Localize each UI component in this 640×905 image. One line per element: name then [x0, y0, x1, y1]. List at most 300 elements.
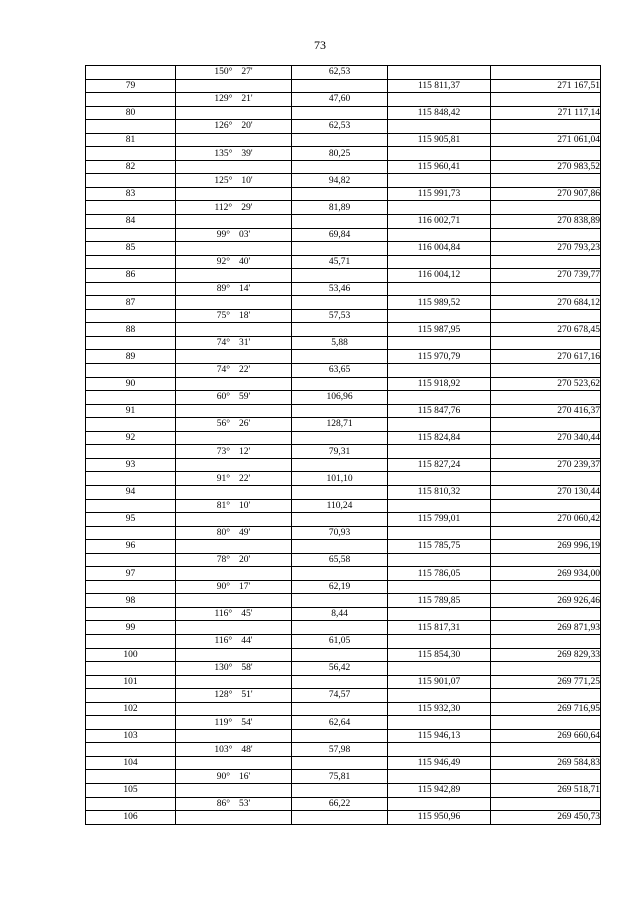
direction-angle-cell: [176, 269, 292, 283]
x-coordinate-cell: 115 799,01: [388, 513, 491, 527]
point-number-cell: [86, 255, 176, 269]
y-coordinate-cell: [491, 201, 601, 215]
length-cell: 5,88: [292, 336, 388, 350]
point-number-cell: [86, 526, 176, 540]
segment-row: [86, 526, 601, 540]
direction-angle-cell: [176, 499, 292, 513]
y-coordinate-cell: 269 926,46: [491, 594, 601, 608]
point-number-cell: 94: [86, 485, 176, 499]
direction-angle-cell: [176, 160, 292, 174]
point-number-cell: [86, 364, 176, 378]
segment-row: [86, 336, 601, 350]
point-row: [86, 269, 601, 283]
x-coordinate-cell: [388, 255, 491, 269]
direction-angle-cell: [176, 282, 292, 296]
point-number-cell: 100: [86, 648, 176, 662]
angle-minutes: 14': [239, 284, 251, 295]
angle-minutes: 21': [241, 94, 253, 105]
angle-degrees: 150°: [214, 67, 233, 78]
direction-angle-cell: [176, 607, 292, 621]
length-cell: [292, 756, 388, 770]
x-coordinate-cell: [388, 770, 491, 784]
x-coordinate-cell: [388, 607, 491, 621]
angle-minutes: 58': [241, 663, 253, 674]
length-cell: [292, 540, 388, 554]
point-number-cell: [86, 66, 176, 80]
point-row: [86, 675, 601, 689]
y-coordinate-cell: 270 678,45: [491, 323, 601, 337]
x-coordinate-cell: 115 932,30: [388, 702, 491, 716]
point-number-cell: [86, 580, 176, 594]
length-cell: [292, 187, 388, 201]
x-coordinate-cell: 115 901,07: [388, 675, 491, 689]
segment-row: [86, 255, 601, 269]
point-number-cell: 88: [86, 323, 176, 337]
x-coordinate-cell: [388, 147, 491, 161]
x-coordinate-cell: 116 004,84: [388, 242, 491, 256]
direction-angle-cell: [176, 783, 292, 797]
point-number-cell: 105: [86, 783, 176, 797]
y-coordinate-cell: [491, 282, 601, 296]
angle-degrees: 56°: [216, 419, 231, 430]
segment-row: [86, 662, 601, 676]
x-coordinate-cell: 115 789,85: [388, 594, 491, 608]
x-coordinate-cell: 115 970,79: [388, 350, 491, 364]
y-coordinate-cell: [491, 418, 601, 432]
direction-angle-cell: [176, 689, 292, 703]
point-number-cell: [86, 174, 176, 188]
x-coordinate-cell: [388, 282, 491, 296]
y-coordinate-cell: 270 684,12: [491, 296, 601, 310]
point-number-cell: [86, 634, 176, 648]
point-number-cell: 89: [86, 350, 176, 364]
segment-row: [86, 716, 601, 730]
point-number-cell: [86, 336, 176, 350]
segment-row: [86, 93, 601, 107]
angle-minutes: 18': [239, 311, 251, 322]
x-coordinate-cell: [388, 309, 491, 323]
length-cell: [292, 404, 388, 418]
point-number-cell: [86, 716, 176, 730]
point-row: [86, 133, 601, 147]
point-number-cell: [86, 472, 176, 486]
y-coordinate-cell: [491, 336, 601, 350]
direction-angle-cell: [176, 662, 292, 676]
direction-angle-cell: [176, 472, 292, 486]
point-number-cell: [86, 391, 176, 405]
x-coordinate-cell: 115 810,32: [388, 485, 491, 499]
y-coordinate-cell: [491, 228, 601, 242]
length-cell: [292, 431, 388, 445]
point-row: [86, 783, 601, 797]
point-row: [86, 323, 601, 337]
length-cell: [292, 350, 388, 364]
x-coordinate-cell: 115 827,24: [388, 458, 491, 472]
point-number-cell: 102: [86, 702, 176, 716]
segment-row: [86, 445, 601, 459]
x-coordinate-cell: [388, 743, 491, 757]
angle-degrees: 129°: [214, 94, 233, 105]
y-coordinate-cell: [491, 770, 601, 784]
angle-minutes: 53': [239, 798, 251, 809]
y-coordinate-cell: 269 518,71: [491, 783, 601, 797]
y-coordinate-cell: [491, 580, 601, 594]
x-coordinate-cell: [388, 120, 491, 134]
x-coordinate-cell: 115 817,31: [388, 621, 491, 635]
segment-row: [86, 770, 601, 784]
y-coordinate-cell: 269 660,64: [491, 729, 601, 743]
direction-angle-cell: [176, 621, 292, 635]
point-number-cell: [86, 93, 176, 107]
y-coordinate-cell: 270 416,37: [491, 404, 601, 418]
angle-degrees: 90°: [216, 582, 231, 593]
direction-angle-cell: [176, 648, 292, 662]
angle-minutes: 22': [239, 473, 251, 484]
point-number-cell: 106: [86, 811, 176, 825]
direction-angle-cell: [176, 391, 292, 405]
angle-minutes: 20': [241, 121, 253, 132]
point-number-cell: [86, 228, 176, 242]
point-row: [86, 404, 601, 418]
length-cell: [292, 485, 388, 499]
x-coordinate-cell: 115 847,76: [388, 404, 491, 418]
direction-angle-cell: [176, 106, 292, 120]
y-coordinate-cell: 271 061,04: [491, 133, 601, 147]
segment-row: [86, 174, 601, 188]
point-row: [86, 621, 601, 635]
length-cell: 65,58: [292, 553, 388, 567]
point-number-cell: [86, 201, 176, 215]
table-body: [86, 66, 601, 825]
direction-angle-cell: [176, 364, 292, 378]
angle-degrees: 135°: [214, 148, 233, 159]
x-coordinate-cell: [388, 634, 491, 648]
point-number-cell: 93: [86, 458, 176, 472]
y-coordinate-cell: 269 450,73: [491, 811, 601, 825]
direction-angle-cell: [176, 201, 292, 215]
x-coordinate-cell: [388, 174, 491, 188]
point-row: [86, 594, 601, 608]
x-coordinate-cell: 115 811,37: [388, 79, 491, 93]
x-coordinate-cell: 116 004,12: [388, 269, 491, 283]
direction-angle-cell: [176, 729, 292, 743]
y-coordinate-cell: [491, 93, 601, 107]
y-coordinate-cell: [491, 309, 601, 323]
x-coordinate-cell: [388, 580, 491, 594]
x-coordinate-cell: 115 824,84: [388, 431, 491, 445]
length-cell: [292, 811, 388, 825]
length-cell: 45,71: [292, 255, 388, 269]
point-number-cell: [86, 147, 176, 161]
length-cell: 63,65: [292, 364, 388, 378]
point-row: [86, 187, 601, 201]
point-row: [86, 350, 601, 364]
point-number-cell: 97: [86, 567, 176, 581]
length-cell: [292, 160, 388, 174]
angle-minutes: 03': [239, 229, 251, 240]
angle-minutes: 44': [241, 636, 253, 647]
x-coordinate-cell: [388, 364, 491, 378]
point-number-cell: [86, 553, 176, 567]
length-cell: 74,57: [292, 689, 388, 703]
direction-angle-cell: [176, 79, 292, 93]
x-coordinate-cell: [388, 472, 491, 486]
direction-angle-cell: [176, 797, 292, 811]
angle-degrees: 80°: [216, 527, 231, 538]
length-cell: [292, 513, 388, 527]
x-coordinate-cell: [388, 93, 491, 107]
length-cell: [292, 106, 388, 120]
direction-angle-cell: [176, 770, 292, 784]
length-cell: 61,05: [292, 634, 388, 648]
angle-degrees: 74°: [216, 365, 231, 376]
direction-angle-cell: [176, 553, 292, 567]
point-row: [86, 242, 601, 256]
x-coordinate-cell: 115 991,73: [388, 187, 491, 201]
x-coordinate-cell: [388, 66, 491, 80]
x-coordinate-cell: 115 989,52: [388, 296, 491, 310]
coordinates-table: [85, 65, 601, 825]
point-number-cell: [86, 797, 176, 811]
point-number-cell: 99: [86, 621, 176, 635]
length-cell: 62,64: [292, 716, 388, 730]
length-cell: [292, 377, 388, 391]
segment-row: [86, 743, 601, 757]
length-cell: [292, 79, 388, 93]
y-coordinate-cell: [491, 147, 601, 161]
length-cell: 110,24: [292, 499, 388, 513]
angle-degrees: 130°: [214, 663, 233, 674]
direction-angle-cell: [176, 418, 292, 432]
direction-angle-cell: [176, 174, 292, 188]
angle-minutes: 49': [239, 527, 251, 538]
point-row: [86, 106, 601, 120]
y-coordinate-cell: [491, 66, 601, 80]
y-coordinate-cell: [491, 689, 601, 703]
x-coordinate-cell: 115 987,95: [388, 323, 491, 337]
segment-row: [86, 391, 601, 405]
point-row: [86, 215, 601, 229]
direction-angle-cell: [176, 309, 292, 323]
y-coordinate-cell: 270 060,42: [491, 513, 601, 527]
angle-minutes: 27': [241, 67, 253, 78]
y-coordinate-cell: [491, 797, 601, 811]
angle-degrees: 89°: [216, 284, 231, 295]
point-row: [86, 540, 601, 554]
angle-minutes: 31': [239, 338, 251, 349]
point-number-cell: 86: [86, 269, 176, 283]
angle-minutes: 48': [241, 744, 253, 755]
y-coordinate-cell: [491, 174, 601, 188]
length-cell: [292, 621, 388, 635]
y-coordinate-cell: 269 934,00: [491, 567, 601, 581]
y-coordinate-cell: [491, 743, 601, 757]
x-coordinate-cell: 115 950,96: [388, 811, 491, 825]
point-number-cell: [86, 120, 176, 134]
direction-angle-cell: [176, 811, 292, 825]
point-number-cell: [86, 499, 176, 513]
point-row: [86, 811, 601, 825]
angle-minutes: 12': [239, 446, 251, 457]
length-cell: 57,53: [292, 309, 388, 323]
point-number-cell: 85: [86, 242, 176, 256]
direction-angle-cell: [176, 580, 292, 594]
angle-minutes: 51': [241, 690, 253, 701]
y-coordinate-cell: 270 523,62: [491, 377, 601, 391]
segment-row: [86, 797, 601, 811]
length-cell: 62,19: [292, 580, 388, 594]
x-coordinate-cell: 115 848,42: [388, 106, 491, 120]
point-number-cell: [86, 770, 176, 784]
angle-degrees: 91°: [216, 473, 231, 484]
point-number-cell: 84: [86, 215, 176, 229]
direction-angle-cell: [176, 133, 292, 147]
direction-angle-cell: [176, 228, 292, 242]
segment-row: [86, 120, 601, 134]
length-cell: 101,10: [292, 472, 388, 486]
angle-minutes: 45': [241, 609, 253, 620]
point-number-cell: 91: [86, 404, 176, 418]
segment-row: [86, 472, 601, 486]
x-coordinate-cell: [388, 662, 491, 676]
point-number-cell: 90: [86, 377, 176, 391]
length-cell: [292, 296, 388, 310]
y-coordinate-cell: 270 340,44: [491, 431, 601, 445]
direction-angle-cell: [176, 350, 292, 364]
point-number-cell: [86, 662, 176, 676]
x-coordinate-cell: 115 854,30: [388, 648, 491, 662]
segment-row: [86, 553, 601, 567]
y-coordinate-cell: [491, 445, 601, 459]
point-number-cell: 103: [86, 729, 176, 743]
y-coordinate-cell: 269 716,95: [491, 702, 601, 716]
length-cell: [292, 783, 388, 797]
point-row: [86, 729, 601, 743]
length-cell: 75,81: [292, 770, 388, 784]
length-cell: [292, 567, 388, 581]
angle-degrees: 86°: [216, 798, 231, 809]
point-number-cell: [86, 607, 176, 621]
y-coordinate-cell: [491, 364, 601, 378]
angle-degrees: 90°: [216, 771, 231, 782]
segment-row: [86, 689, 601, 703]
y-coordinate-cell: 270 983,52: [491, 160, 601, 174]
angle-degrees: 119°: [214, 717, 233, 728]
angle-degrees: 116°: [214, 609, 233, 620]
x-coordinate-cell: 115 785,75: [388, 540, 491, 554]
length-cell: 80,25: [292, 147, 388, 161]
y-coordinate-cell: 270 739,77: [491, 269, 601, 283]
direction-angle-cell: [176, 756, 292, 770]
y-coordinate-cell: 270 617,16: [491, 350, 601, 364]
segment-row: [86, 282, 601, 296]
point-row: [86, 458, 601, 472]
direction-angle-cell: [176, 702, 292, 716]
angle-degrees: 112°: [214, 202, 233, 213]
length-cell: 94,82: [292, 174, 388, 188]
direction-angle-cell: [176, 445, 292, 459]
x-coordinate-cell: 115 905,81: [388, 133, 491, 147]
length-cell: 70,93: [292, 526, 388, 540]
length-cell: [292, 675, 388, 689]
direction-angle-cell: [176, 540, 292, 554]
point-number-cell: [86, 689, 176, 703]
segment-row: [86, 364, 601, 378]
angle-minutes: 20': [239, 554, 251, 565]
y-coordinate-cell: [491, 716, 601, 730]
point-number-cell: 80: [86, 106, 176, 120]
y-coordinate-cell: [491, 553, 601, 567]
y-coordinate-cell: [491, 526, 601, 540]
length-cell: 128,71: [292, 418, 388, 432]
point-number-cell: 83: [86, 187, 176, 201]
length-cell: [292, 458, 388, 472]
point-number-cell: 96: [86, 540, 176, 554]
y-coordinate-cell: 270 130,44: [491, 485, 601, 499]
length-cell: [292, 648, 388, 662]
direction-angle-cell: [176, 147, 292, 161]
angle-minutes: 29': [241, 202, 253, 213]
segment-row: [86, 607, 601, 621]
angle-degrees: 126°: [214, 121, 233, 132]
angle-minutes: 26': [239, 419, 251, 430]
direction-angle-cell: [176, 242, 292, 256]
y-coordinate-cell: [491, 499, 601, 513]
segment-row: [86, 147, 601, 161]
x-coordinate-cell: 115 942,89: [388, 783, 491, 797]
length-cell: 62,53: [292, 120, 388, 134]
length-cell: [292, 323, 388, 337]
point-row: [86, 431, 601, 445]
angle-minutes: 40': [239, 256, 251, 267]
direction-angle-cell: [176, 675, 292, 689]
direction-angle-cell: [176, 215, 292, 229]
y-coordinate-cell: [491, 255, 601, 269]
angle-minutes: 16': [239, 771, 251, 782]
point-row: [86, 648, 601, 662]
direction-angle-cell: [176, 187, 292, 201]
length-cell: 53,46: [292, 282, 388, 296]
direction-angle-cell: [176, 377, 292, 391]
x-coordinate-cell: 115 946,49: [388, 756, 491, 770]
angle-degrees: 116°: [214, 636, 233, 647]
x-coordinate-cell: [388, 689, 491, 703]
angle-degrees: 103°: [214, 744, 233, 755]
direction-angle-cell: [176, 404, 292, 418]
point-number-cell: 87: [86, 296, 176, 310]
page-number: 73: [314, 38, 326, 52]
point-number-cell: [86, 743, 176, 757]
y-coordinate-cell: 270 793,23: [491, 242, 601, 256]
angle-minutes: 10': [241, 175, 253, 186]
y-coordinate-cell: [491, 607, 601, 621]
segment-row: [86, 66, 601, 80]
direction-angle-cell: [176, 66, 292, 80]
y-coordinate-cell: [491, 391, 601, 405]
length-cell: [292, 702, 388, 716]
length-cell: 66,22: [292, 797, 388, 811]
point-row: [86, 160, 601, 174]
length-cell: [292, 242, 388, 256]
x-coordinate-cell: [388, 391, 491, 405]
y-coordinate-cell: 270 239,37: [491, 458, 601, 472]
direction-angle-cell: [176, 296, 292, 310]
point-number-cell: 79: [86, 79, 176, 93]
length-cell: [292, 133, 388, 147]
angle-minutes: 39': [241, 148, 253, 159]
x-coordinate-cell: 115 918,92: [388, 377, 491, 391]
angle-degrees: 78°: [216, 554, 231, 565]
